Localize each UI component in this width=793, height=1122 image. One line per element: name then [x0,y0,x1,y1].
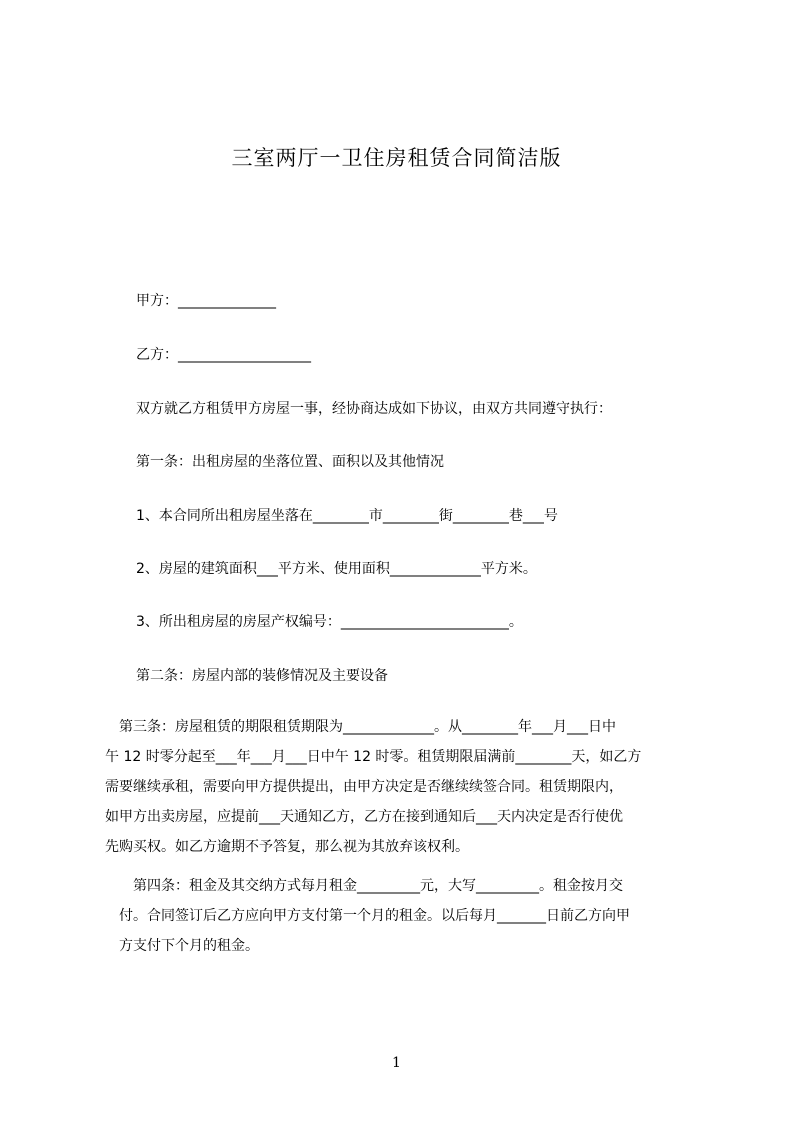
article-1-item-1: 1、本合同所出租房屋坐落在________市________街________巷___号 [136,508,558,524]
page-title: 三室两厅一卫住房租赁合同简洁版 [231,146,562,170]
article-1-heading: 第一条：出租房屋的坐落位置、面积以及其他情况 [136,454,444,470]
article-3-paragraph [105,712,707,862]
article-3-line: 先购买权。如乙方逾期不予答复，那么视为其放弃该权利。 [105,839,469,855]
party-a-line: 甲方：______________ [136,293,276,309]
article-4-paragraph [105,871,707,961]
article-2-heading: 第二条：房屋内部的装修情况及主要设备 [136,668,388,684]
article-3-line: 如甲方出卖房屋，应提前___天通知乙方，乙方在接到通知后___天内决定是否行使优 [105,809,623,825]
article-4-line: 付。合同签订后乙方应向甲方支付第一个月的租金。以后每月_______日前乙方向甲 [105,908,630,924]
article-4-line: 第四条：租金及其交纳方式每月租金_________元，大写_________。租金按月交 [105,878,623,894]
intro-paragraph: 双方就乙方租赁甲方房屋一事，经协商达成如下协议，由双方共同遵守执行： [136,401,612,417]
article-1-item-3: 3、所出租房屋的房屋产权编号：________________________。 [136,614,523,630]
article-1-item-2: 2、房屋的建筑面积___平方米、使用面积_____________平方米。 [136,561,537,577]
article-3-line: 午 12 时零分起至___年___月___日中午 12 时零。租赁期限届满前________天，如乙方 [105,749,642,765]
article-4-line: 方支付下个月的租金。 [105,938,259,954]
article-3-line: 需要继续承租，需要向甲方提供提出，由甲方决定是否继续续签合同。租赁期限内， [105,779,623,795]
party-b-line: 乙方：___________________ [136,347,311,363]
article-3-line: 第三条：房屋租赁的期限租赁期限为_____________。从________年___月___日中 [105,719,616,735]
page-number: 1 [392,1055,401,1071]
